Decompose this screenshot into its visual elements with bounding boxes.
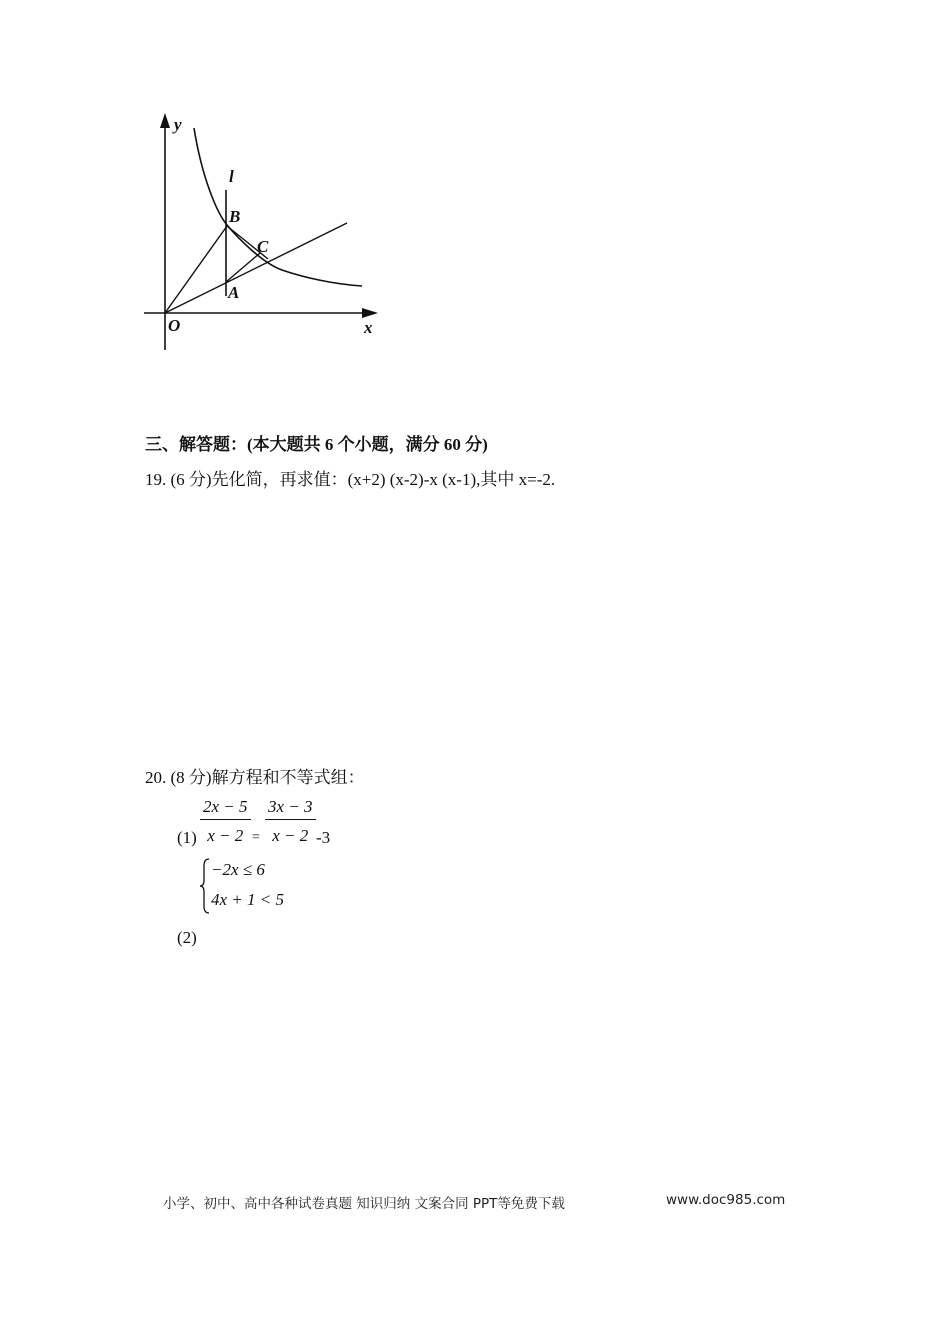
fraction-rhs-numerator: 3x − 3: [265, 797, 316, 820]
segment-OB: [165, 226, 227, 313]
label-y: y: [174, 115, 182, 134]
fraction-lhs-numerator: 2x − 5: [200, 797, 251, 820]
system-line-2: 4x + 1 < 5: [211, 890, 284, 909]
segment-AC: [226, 253, 260, 282]
question-19: 19. (6 分)先化简，再求值：(x+2) (x-2)-x (x-1),其中 x=-2.: [145, 470, 556, 489]
figure-svg: [132, 108, 392, 358]
equals-sign: =: [252, 830, 260, 845]
geometry-figure: [132, 108, 392, 358]
y-axis-arrow: [160, 113, 170, 128]
label-O: O: [168, 316, 181, 335]
label-l: l: [229, 167, 234, 186]
fraction-lhs-denominator: x − 2: [207, 826, 244, 845]
system-brace: [200, 858, 210, 914]
footer-url[interactable]: www.doc985.com: [666, 1192, 786, 1208]
label-B: B: [229, 207, 241, 226]
fraction-lhs: [200, 797, 251, 846]
line-OC: [165, 223, 347, 313]
part-2-label: (2): [177, 928, 197, 947]
footer-text: 小学、初中、高中各种试卷真题 知识归纳 文案合同 PPT等免费下载: [163, 1196, 565, 1212]
label-A: A: [228, 283, 240, 302]
system-line-1: −2x ≤ 6: [211, 860, 265, 879]
question-20: 20. (8 分)解方程和不等式组：: [145, 768, 365, 787]
label-x: x: [364, 318, 373, 337]
label-C: C: [257, 237, 269, 256]
hyperbola-curve: [194, 128, 362, 286]
fraction-rhs: [265, 797, 316, 846]
part-1-label: (1): [177, 828, 197, 847]
fraction-rhs-denominator: x − 2: [272, 826, 309, 845]
equation-tail: -3: [316, 828, 331, 847]
x-axis-arrow: [362, 308, 378, 318]
section-heading: 三、解答题：(本大题共 6 个小题，满分 60 分): [145, 435, 488, 454]
page-footer: [163, 1192, 786, 1212]
